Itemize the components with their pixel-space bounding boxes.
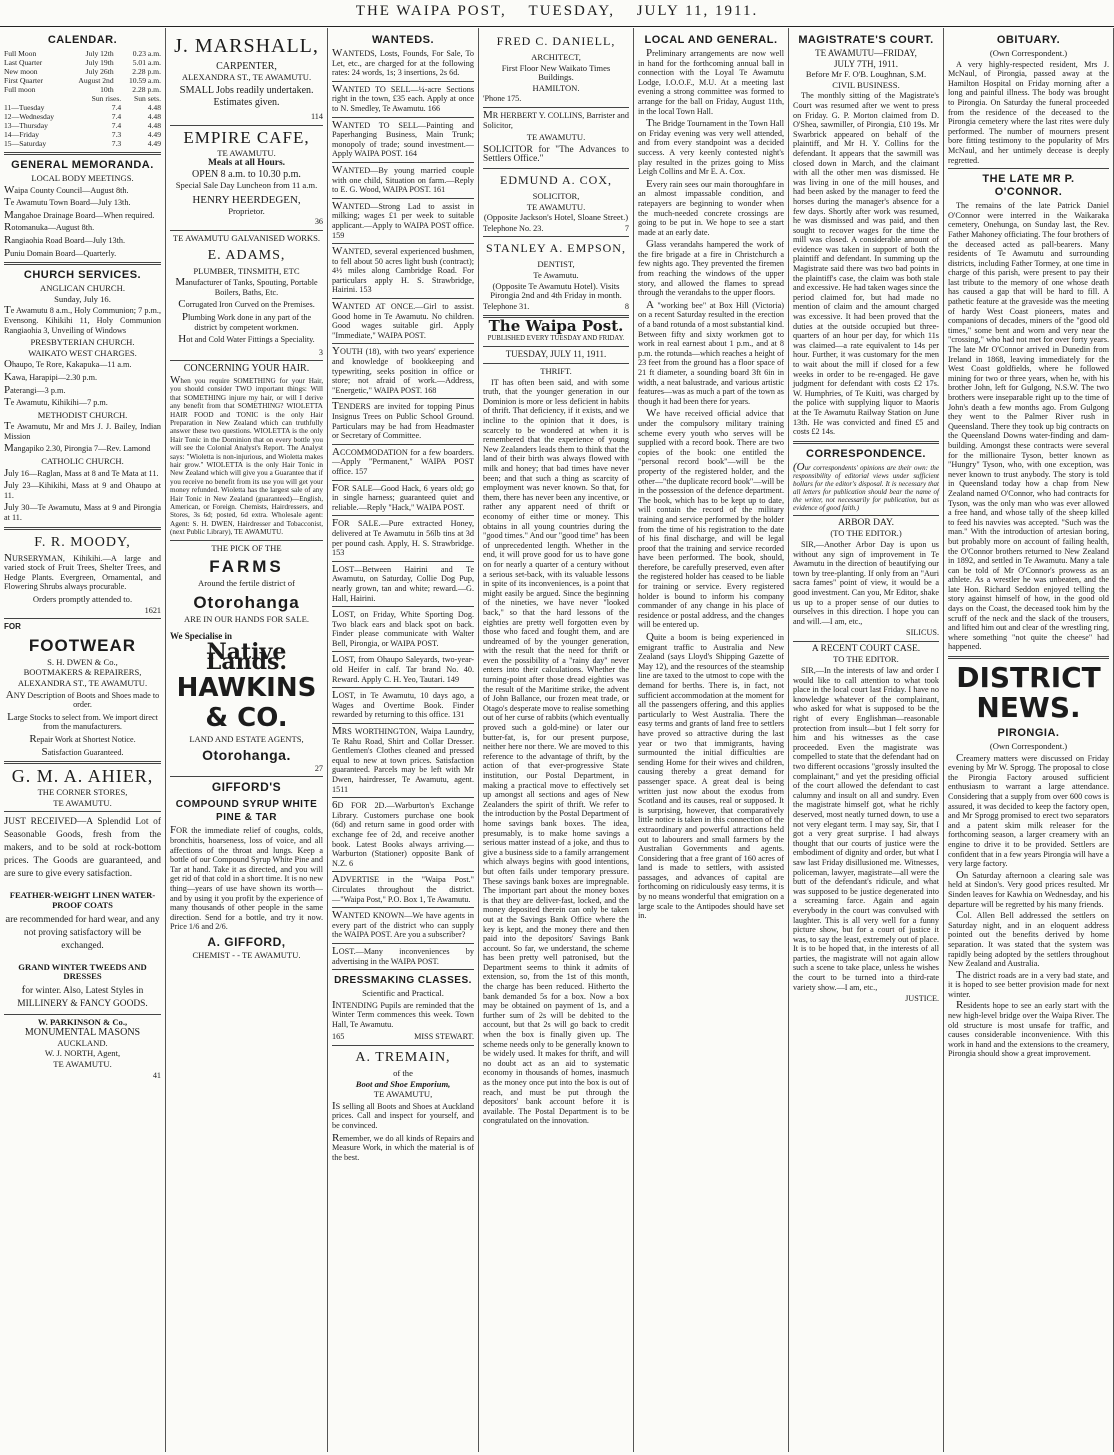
masthead xyxy=(0,0,1114,27)
tremain-town: TE AWAMUTU, xyxy=(373,1089,433,1100)
late-title: THE LATE MR P. O'CONNOR. xyxy=(982,173,1075,199)
dwen-name: S. H. DWEN & Co., xyxy=(47,656,118,667)
pirongia-para: Creamery matters were discussed on Friday evening by Mr W. Sprogg. The proposal to close the Pirongia Factory aroused sufficient enthusiasm to warrant a large attendance. Considering that a supply from over 600 cows is assured, it was decided to keep the factory open, and Mr Sprogg promised to erect two separators and a patent skim milk releaser for the forthcoming season, a larger creamery with an engine to drive it to be provided. Settlers are confident that in a few years Pirongia will have a very large factory. xyxy=(948,751,1109,869)
moon-row-cell: First Quarter xyxy=(4,76,44,85)
moon-row xyxy=(4,76,161,85)
ahier-name: G. M. A. AHIER, xyxy=(11,766,154,787)
wanted-ad: ACCOMMODATION for a few boarders.—Apply "Permanent," WAIPA POST office. 157 xyxy=(332,445,474,476)
wanted-ad: MRS WORTHINGTON, Waipa Laundry, Te Rahu Road, Shirt and Collar Dresser. Gentlemen's Clothes cleaned and pressed equal to new at town prices. Satisfaction guaranteed. Parcels may be left with Mr Dwen, hairdresser, Te Awamutu, agent. 1511 xyxy=(332,725,474,794)
tweeds-text: for winter. Also, Latest Styles in MILLINERY & FANCY GOODS. xyxy=(17,983,148,1009)
sun-row-cell: 14—Friday xyxy=(4,130,40,139)
tremain-foot: Remember, we do all kinds of Repairs and Measure Work, in which the material is of the best. xyxy=(332,1131,474,1162)
sun-row-cell: 13—Thursday xyxy=(4,121,48,130)
court-before: Before Mr F. O'B. Loughnan, S.M. xyxy=(805,69,927,80)
church-line: Kawa, Harapipi—2.30 p.m. xyxy=(4,370,97,383)
cox-num: 7 xyxy=(624,223,629,233)
adams-line: Manufacturer of Tanks, Spouting, Portable Boilers, Baths, Etc. xyxy=(175,276,318,297)
civil-business: CIVIL BUSINESS. xyxy=(832,79,900,90)
sun-head-row xyxy=(4,94,161,103)
sun-row-cell: 4.49 xyxy=(147,139,161,148)
adams-name: E. ADAMS, xyxy=(207,247,286,263)
daniell-trade: ARCHITECT, xyxy=(531,52,581,62)
church-lines xyxy=(4,284,161,522)
pirongia-paras xyxy=(948,751,1110,1059)
dress-sub: Scientific and Practical. xyxy=(362,988,444,999)
cox-addr: (Opposite Jackson's Hotel, Sloane Street.) xyxy=(483,212,629,223)
empire-meals: Meals at all Hours. xyxy=(207,158,286,169)
obit-title: OBITUARY. xyxy=(996,34,1061,46)
empire-num: 36 xyxy=(314,217,323,227)
parkinson-agent-town: TE AWAMUTU. xyxy=(53,1059,112,1070)
moon-row xyxy=(4,58,161,67)
empson-phone: Telephone 31. xyxy=(483,301,530,311)
memo-title: GENERAL MEMORANDA. xyxy=(11,159,154,171)
hair-title: CONCERNING YOUR HAIR. xyxy=(183,363,310,375)
wanted-ad: WANTED, several experienced bushmen, to fell about 50 acres light bush (contract); 4½ miles along Cambridge Road. For particulars apply H. S. Strawbridge, Hairini. 153 xyxy=(332,245,474,295)
sun-row-cell: 7.4 xyxy=(111,103,122,112)
moody-orders: Orders promptly attended to. xyxy=(32,594,133,604)
masthead-date: JULY 11, 1911. xyxy=(636,3,759,19)
moon-row xyxy=(4,67,161,76)
thrift-text: IT has often been said, and with some truth, that the younger generation in our Dominion is more or less deficient in habits of thrift. That deficiency, if it exists, and we incline to the opinion that it does, is scarcely to be wondered at when it is remembered that the experience of young New Zealanders leads them to think that the land of their birth was always flowed with milk and honey; that bad times have never been; and that such a thing as scarcity of employment was never known. So that, for them, there has never been any incentive, or rather any apparent need of thrift or economy of either time or money. This obtains in all young countries during the "good times." And our "good time" has been of unprecedented length. Whether in the end, it will prove good for us to have gone on for nearly a quarter of a century without a serious set-back, with its valuable lessons in spite of its inconveniences, is a point that might easily be argued. Since the beginning of the nineties, we have never "looked back," so that the hard lessons of the eighties are pretty well forgotten even by those who faced and fought them, and are undreamed of by the younger generation, with the result that the need for thrift or even the possibility of a "rainy day" never enters into their calculations. Whether the turning-point after those dread eighties was the result of the Maritime strike, the advent of John Ballance, our frozen meat trade, or Otago's desperate move to realise something out of her curse of rabbits (which eventually proved such a gold-mine) or later our butter-fat, is, for our present purpose, neither here nor there. We are moved to this reference to the advantage of thrift, by the action of that ever-progressive State institution, our Postal Department, in making a practical move to effectively set up amongst all sections and ages of New Zealanders the spirit of thrift. We refer to the introduction by the Postal Department of home savings bank boxes. The idea, presumably, is to make home savings a serious matter instead of a joke, and thus to give a business side to a family arrangement which always begins with good intentions, but often fails under temporary pressure. These savings bank boxes are impregnable. The important part about the money boxes is that they are deliver-fast, locked, and the money deposited therein can only be taken out at the Savings Bank Office where the key is kept, and the money there and then paid into the depositors' Savings Bank account. So far, we understand, the scheme has been pretty well patronised, but the Department seems to think it admits of extension, so, from the 1st of this month, the charge has been reduced. Hitherto the bank demanded 5s for a box. Now a box may be obtained on payment of 1s, and a further sum of 2s will be debited to the account, but that 2s will go back to credit when the box is finally given up. The scheme needs only to be generally known to be widely used. It makes for thrift, and will no doubt act as an aid to systematic economy in thousands of homes, inasmuch as the money once put into the box is out of reach, and must be put through the depositors' bank account before it is available. The Postal Department is to be congratulated on the innovation. xyxy=(483,377,629,1126)
pick: THE PICK OF THE xyxy=(211,542,282,553)
marshall-num: 114 xyxy=(311,112,323,122)
arbor-text: SIR,—Another Arbor Day is upon us without any sign of improvement in Te Awamutu in the direction of beautifying our town by tree-planting. If only from an "Auri sacra fames" point of view, it would be a good investment. Can you, Mr Editor, shake us up to a proper sense of our duties to ourselves in this direction. I hope you can and will.—I am, etc., xyxy=(793,539,939,626)
farms: FARMS xyxy=(209,557,284,577)
moon-row-cell: 10.59 a.m. xyxy=(128,76,161,85)
sun-row xyxy=(4,103,161,112)
coats-text: are recommended for hard wear, and any not proving satisfactory will be exchanged. xyxy=(5,912,160,951)
hands: ARE IN OUR HANDS FOR SALE. xyxy=(183,613,310,624)
church-line: METHODIST CHURCH. xyxy=(37,409,128,420)
local-para: A "working bee" at Box Hill (Victoria) on a recent Saturday resulted in the erection of a band rotunda of a most substantial kind. Between fifty and sixty workmen got to work in real earnest about 1 p.m., and at 8 p.m. the rotunda—which reaches a height of 23 feet from the ground has a floor space of 21 ft diameter, a sounding board 3ft 6in in width, a neat balustrade, and various artistic features—was as much a part of the town as though it had been there for years. xyxy=(638,298,784,406)
pirongia-para: Residents hope to see an early start with the new high-level bridge over the Waipa River. The old structure is most unsafe for traffic, and causes considerable inconvenience. With this work in hand and the extensions to the creamery, Pirongia should show a great improvement. xyxy=(948,999,1109,1059)
wanted-ad: WANTEDS, Losts, Founds, For Sale, To Let, etc., are charged for at the following rates: 24 words, 1s; 3 insertions, 2s 6d. xyxy=(332,47,474,78)
tremain-text: IS selling all Boots and Shoes at Auckland prices. Call and inspect for yourself, and be convinced. xyxy=(332,1099,474,1131)
wanted-ad: LOST, in Te Awamutu, 10 days ago, a Wages and Overtime Book. Finder rewarded by returning to this office. 131 xyxy=(332,689,474,720)
church-line: Paterangi—3 p.m. xyxy=(4,383,66,396)
daniell-town: HAMILTON. xyxy=(532,82,580,93)
church-line: ANGLICAN CHURCH. xyxy=(40,283,125,294)
coats-title: FEATHER-WEIGHT LINEN WATER-PROOF COATS xyxy=(9,890,156,910)
empson-name: STANLEY A. EMPSON, xyxy=(486,241,626,256)
gifford-foot: CHEMIST - - TE AWAMUTU. xyxy=(192,949,301,960)
moon-row-cell: 10th xyxy=(100,85,114,94)
memo-line: Puniu Domain Board—Quarterly. xyxy=(4,246,117,259)
memo-lines xyxy=(4,183,161,259)
adams-lines xyxy=(170,278,323,345)
wanted-ad: WANTED KNOWN—We have agents in every part of the district who can supply the WAIPA POST. Are you a subscriber? xyxy=(332,909,474,940)
local-para: Preliminary arrangements are now well in hand for the forthcoming annual ball in connection with the Loyal Te Awamutu Lodge, I.O.O.F., M.U. At a meeting last evening a strong committee was formed to arrange for the ball on Friday, August 11th, in the local Town Hall. xyxy=(638,47,784,116)
wanted-ad: FOR SALE.—Pure extracted Honey, delivered at Te Awamutu in 56lb tins at 3d per pound cash. Apply, H. S. Strawbridge. 153 xyxy=(332,517,474,558)
wanteds-title: WANTEDS. xyxy=(371,34,435,46)
tremain-of: of the xyxy=(393,1068,413,1079)
dwen-line: Repair Work at Shortest Notice. xyxy=(29,732,136,745)
hawkins-name: HAWKINS & CO. xyxy=(176,673,317,734)
moon-row-cell: Full moon xyxy=(4,85,36,94)
sun-row-cell: 12—Wednesday xyxy=(4,112,55,121)
wanted-ad: WANTED TO SELL—Painting and Paperhanging Business, Main Trunk; monopoly of trade; sound investment.—Apply WAIPA POST. 164 xyxy=(332,118,474,159)
column-4 xyxy=(479,28,634,1452)
empire-lunch: Special Sale Day Luncheon from 11 a.m. xyxy=(175,179,318,190)
parkinson-trade: MONUMENTAL MASONS xyxy=(24,1027,141,1039)
adams-trade: PLUMBER, TINSMITH, ETC xyxy=(193,265,300,276)
moon-row-cell: New moon xyxy=(4,67,38,76)
case-title: A RECENT COURT CASE. xyxy=(811,643,921,654)
arbor-to: (TO THE EDITOR.) xyxy=(830,528,902,539)
wanted-ad: WANTED—Strong Lad to assist in milking; wages £1 per week to suitable applicant.—Apply to WAIPA POST office. 159 xyxy=(332,199,474,240)
court-place: TE AWAMUTU—FRIDAY, xyxy=(815,48,917,58)
church-line: Te Awamutu, Mr and Mrs J. J. Bailey, Indian Mission xyxy=(4,420,161,441)
local-para: Glass verandahs hampered the work of the fire brigade at a fire in Christchurch a few nights ago. They prevented the firemen from reaching the windows of the upper story, and allowed the flames to spread through the verandahs to the upper floors. xyxy=(638,238,784,298)
empson-town: Te Awamutu. xyxy=(533,269,579,280)
church-line: CATHOLIC CHURCH. xyxy=(41,456,124,467)
local-para: Quite a boom is being experienced in emigrant traffic to Australia and New Zealand (says Lloyd's Shipping Gazette of May 12), and the resources of the steamship line are taxed to the utmost to cope with the demand for berths. There is, in fact, not sufficient accommodation at the moment for all the passengers offering, and this applies particularly to West Australia. There the easy terms and grants of land free to settlers have proved so attractive during the last year or two that immigrants, having surmounted the initial difficulties are sending Home for their wives and children, causing thereby a great demand for passenger space. A great deal is being written just now about the exodus from Scotland and its causes, real or supposed. It is surprising, however, that comparatively little notice is taken in this connection of the extraordinary and powerful attractions held out to labourers and small farmers by the Australian Governments and agents. Considering that a free grant of 160 acres of land is made to settlers, with assisted passages, and advances of capital are forthcoming on ridiculously easy terms, it is by no means wonderful that emigration on a large scale to the Antipodes should have set in. xyxy=(638,631,784,921)
moody-name: F. R. MOODY, xyxy=(34,534,131,550)
empson-num: 8 xyxy=(624,301,629,311)
sun-row-cell: 7.4 xyxy=(111,121,122,130)
memo-line: Rangiaohia Road Board—July 13th. xyxy=(4,233,126,246)
collins-sol: SOLICITOR for "The Advances to Settlers Office." xyxy=(483,142,629,165)
column-7 xyxy=(944,28,1114,1452)
sun-row xyxy=(4,112,161,121)
wanted-ad: ADVERTISE in the "Waipa Post." Circulates throughout the district.—"Waipa Post," P.O. Box 1, Te Awamutu. xyxy=(332,873,474,904)
church-title: CHURCH SERVICES. xyxy=(23,269,142,282)
cox-phone: Telephone No. 23. xyxy=(483,223,544,233)
ahier-town: TE AWAMUTU. xyxy=(53,797,112,808)
pirongia-para: On Saturday afternoon a clearing sale was held at Sindon's. Very good prices resulted. Mr Sinden leaves for Kawhia on Wednesday, and his departure will be regretted by his many friends. xyxy=(948,868,1110,909)
sun-row xyxy=(4,121,161,130)
column-5 xyxy=(634,28,789,1452)
adams-line: Corrugated Iron Curved on the Premises. xyxy=(178,298,315,311)
moon-row-cell: July 19th xyxy=(85,58,114,67)
dress-num: 165 xyxy=(332,1032,345,1042)
around: Around the fertile district of xyxy=(198,578,295,589)
hawkins-num: 27 xyxy=(314,763,323,773)
sun-row-cell: 4.49 xyxy=(147,130,161,139)
adams-line: Hot and Cold Water Fittings a Speciality. xyxy=(178,333,315,346)
calendar-title: CALENDAR. xyxy=(47,34,118,46)
tremain-shop: Boot and Shoe Emporium, xyxy=(355,1078,451,1089)
masthead-day: TUESDAY, xyxy=(528,3,615,19)
pirongia-para: Col. Allen Bell addressed the settlers on Saturday night, and in an eloquent address pointed out the benefits derived by home separation. It was stated that the system was rapidly being adopted by the settlers throughout New Zealand and Australia. xyxy=(948,909,1109,969)
specialise: We Specialise in xyxy=(170,631,233,642)
wanted-ad: LOST—Between Hairini and Te Awamutu, on Saturday, Collie Dog Pup, nearly grown, tan and white; reward.—G. Hall, Hairini. xyxy=(332,562,474,603)
case-text: SIR,—In the interests of law and order I would like to call attention to what took place in the local court last Friday. I have no knowledge whatever of the complainant, who asked for what is supposed to be the right of every Englishman—reasonable protection from insult—but I felt sorry for him and his witnesses as the case proceeded. Even the magistrate was compelled to state that the defendant had on two different occasions "grossly insulted the complainant," and yet the presiding official of the court allowed the defendant to cast calumny and insult on all and sundry. Even the magistrate himself got, what he richly deserved, most neatly turned down, to use a not very elegant term. I may say, Sir, that I got a very great surprise. I had always thought that our courts of justice were the embodiment of dignity and order, but what I saw last Friday disillusioned me. Witnesses, policeman, lawyer, magistrate—all were the butt of the defendant's ridicule, and what was supposed to be justice degenerated into a screaming farce. Again and again everybody in the court was convulsed with laughter. This is all very well for a funny picture show, but for a court of justice it was, to say the least, extremely out of place. It is to be hoped that, in the interests of all parties, the magistrate will not again allow such a scene to take place, unless he wishes the court to be turned into a third-rate variety show.—I am, etc., xyxy=(793,666,939,992)
wanted-ad: 6D FOR 2D.—Warburton's Exchange Library. Customers purchase one book (6d) and return same in good order with exchange fee of 2d, and receive another book. Latest Books always arriving.—Warburton (Stationer) opposite Bank of N.Z. 6 xyxy=(332,799,474,868)
column-3 xyxy=(328,28,479,1452)
moon-table xyxy=(4,49,161,94)
wanted-ad: FOR SALE—Good Hack, 6 years old; go in single harness; guaranteed quiet and reliable.—Reply "Hack," WAIPA POST. xyxy=(332,481,474,512)
arbor-sig: SILICUS. xyxy=(906,628,939,638)
daniell-addr: First Floor New Waikato Times Buildings. xyxy=(501,62,611,83)
dwen-line: Satisfaction Guaranteed. xyxy=(41,745,124,758)
sun-row-cell: 4.48 xyxy=(147,112,161,121)
moon-row-cell: 2.28 p.m. xyxy=(132,67,161,76)
church-line: July 16—Raglan, Mass at 8 and Te Mata at 11. xyxy=(4,466,159,479)
wanted-ad: WANTED TO SELL—¼-acre Sections right in the town, £35 each. Apply at once to N. Smedley, Te Awamutu. 166 xyxy=(332,82,474,113)
column-6 xyxy=(789,28,944,1452)
adams-line: Plumbing Work done in any part of the district by competent workmen. xyxy=(181,310,312,332)
marshall-name: J. MARSHALL, xyxy=(174,35,319,57)
adams-num: 3 xyxy=(318,347,323,357)
empire-open: OPEN 8 a.m. to 10.30 p.m. xyxy=(192,168,301,180)
memo-line: Mangahoe Drainage Board—When required. xyxy=(4,208,155,221)
issue-date: TUESDAY, JULY 11, 1911. xyxy=(505,349,607,360)
sun-row-cell: 15—Saturday xyxy=(4,139,47,148)
church-line: Te Awamutu, Kihikihi—7 p.m. xyxy=(4,396,108,409)
memo-sub: LOCAL BODY MEETINGS. xyxy=(31,173,134,183)
parkinson-name: W. PARKINSON & Co., xyxy=(37,1016,128,1027)
wanted-ad: TENDERS are invited for topping Pinus Insignus Trees on Public School Ground. Particulars may be had from Headmaster or Secretary of Committee. xyxy=(332,400,474,441)
tweeds-title: GRAND WINTER TWEEDS AND DRESSES xyxy=(18,961,147,982)
native-lands: Native Lands. xyxy=(205,638,288,675)
moon-row-cell: Last Quarter xyxy=(4,58,43,67)
dwen-trade: BOOTMAKERS & REPAIRERS, xyxy=(23,667,142,678)
sun-head-cell: Sun rises. xyxy=(91,94,122,103)
tremain-name: A. TREMAIN, xyxy=(355,1050,451,1066)
moon-row-cell: July 26th xyxy=(85,67,114,76)
church-line: Sunday, July 16. xyxy=(54,293,111,304)
moody-num: 1621 xyxy=(144,605,161,615)
church-line: Ohaupo, Te Rore, Kakapuka—11 a.m. xyxy=(4,358,132,371)
giffords-sub: COMPOUND SYRUP WHITE PINE & TAR xyxy=(175,799,318,824)
dress-title: DRESSMAKING CLASSES. xyxy=(334,975,472,987)
arbor-title: ARBOR DAY. xyxy=(838,517,894,528)
local-paras xyxy=(638,49,784,921)
hair-text: When you require SOMETHING for your Hair, you should consider TWO important things: Will that SOMETHING injure my hair, or will I derive any benefit from that SOMETHING? WIOLETTA HAIR FOOD and TONIC is the only Hair Preparation in New Zealand which can truthfully answer these two questions. WIOLETTA is the only Hair Tonic in the Dominion that on every bottle you will see the Colonial Analyst's Report. The Analyst says: "Wioletta is non-injurious, and Wioletta makes hair grow." WIOLETTA is the only Hair Tonic in New Zealand which will give you a Guarantee that if you receive no benefit from its use you will get your money refunded. Wioletta has the largest sale of any Hair Tonic in New Zealand (guaranteed)—English, American, or Foreign. Chemists, Hairdressers, and Stores, 3s 6d; posted, 6d extra. Wholesale agent: Agent: S. H. DWEN, Hairdresser and Tobacconist, (next Public Library), TE AWAMUTU. xyxy=(170,373,323,537)
cox-town: TE AWAMUTU. xyxy=(526,201,586,212)
sun-row xyxy=(4,139,161,148)
memo-line: Rotomanuka—August 8th. xyxy=(4,221,95,234)
sun-row-cell: 4.48 xyxy=(147,121,161,130)
dress-text: INTENDING Pupils are reminded that the Winter Term commences this week. Town Hall, Te Awamutu. xyxy=(332,998,474,1029)
church-line: Mangapiko 2.30, Pirongia 7—Rev. Lamond xyxy=(4,442,151,455)
sun-row-cell: 7.3 xyxy=(111,139,122,148)
sun-row-cell: 4.48 xyxy=(147,103,161,112)
church-line: July 30—Te Awamutu, Mass at 9 and Pirongia at 11. xyxy=(4,501,161,523)
empson-addr: (Opposite Te Awamutu Hotel). Visits Pirongia 2nd and 4th Friday in month. xyxy=(490,280,622,301)
own-correspondent-2: (Own Correspondent.) xyxy=(989,741,1068,752)
sun-table xyxy=(4,94,161,148)
empire-town: TE AWAMUTU. xyxy=(217,147,276,158)
memo-line: Waipa County Council—August 8th. xyxy=(4,183,129,196)
sun-row-cell: 11—Tuesday xyxy=(4,103,45,112)
sun-head-cell: Sun sets. xyxy=(133,94,161,103)
ahier-text: JUST RECEIVED—A Splendid Lot of Seasonable Goods, fresh from the makers, and to be sold at rock-bottom prices. The Goods are guaranteed, and are sure to give every satisfaction. xyxy=(4,815,161,880)
sun-row xyxy=(4,130,161,139)
court-date: JULY 7TH, 1911. xyxy=(834,58,898,69)
empire-prop: HENRY HEERDEGEN, xyxy=(192,194,301,207)
memo-line: Te Awamutu Town Board—July 13th. xyxy=(4,196,131,209)
column-2 xyxy=(166,28,328,1452)
pirongia-para: The district roads are in a very bad state, and it is hoped to see better provision made for next winter. xyxy=(948,968,1109,999)
corr-title: CORRESPONDENCE. xyxy=(806,447,926,460)
court-text: The monthly sitting of the Magistrate's Court was resumed after we went to press on Friday. G. P. Morton claimed from D. O'Shea, sawmiller, of Pirongia, £10 19s. Mr Swarbrick appeared on behalf of the plaintiff, and Mr H. Y. Collins for the defendant. It appears that the sawmill was closed down in March, and the claimant with all the other men was dismissed. He was living in one of the mill houses, and had been asked by the manager to feed the horses during the manager's absence for a few days. Shortly after work was resumed, he was dismissed and was paid, and then sought to recover wages for the time the mill was closed. A considerable amount of evidence was taken in support of both the plaintiff and defendant. In summing up the Magistrate said there was two bad points in the plaintiff's case, the claim was both stale and excessive. He had taken wages since the period claimed for, but had made no mention of claim and the amount charged was excessive. It had been proved that the duties at the outside occupied but three-quarters of an hour per day, for which 11s was claimed—a rate equivalent to 14s per hour. Further, it was customary for the men to wait about the mill if closed for a few weeks in order to be re-engaged. He gave judgment for defendant with costs £2 17s. W. Humphries, of Te Kuiti, was charged by the police with supplying liquor to Maoris at the Te Awamutu Railway Station on June 13th. He was convicted and fined £5 and costs £2 14s. xyxy=(793,91,939,437)
church-line: Te Awamutu 8 a.m., Holy Communion; 7 p.m., Evensong. Kihikihi 11, Holy Communion Rangiaohia 3, Unveiling of Windows xyxy=(4,304,161,335)
collins-town: TE AWAMUTU. xyxy=(526,132,586,143)
cox-name: EDMUND A. COX, xyxy=(499,172,612,187)
pirongia-title: PIRONGIA. xyxy=(997,727,1060,740)
daniell-phone: 'Phone 175. xyxy=(483,94,522,104)
corr-note: (Our correspondents' opinions are their own: the responsibility of editorial views under sufficient bollars for the editor's disposal. It is necessary that all letters for publication should bear the name of the writer, not necessarily for publication, but as evidence of good faith.) xyxy=(793,460,939,512)
empson-trade: DENTIST, xyxy=(537,259,575,270)
paper-name: THE WAIPA POST, xyxy=(355,3,507,19)
galv-title: TE AWAMUTU GALVANISED WORKS. xyxy=(172,232,321,243)
wanted-ads xyxy=(332,49,474,970)
empire-prop-title: Proprietor. xyxy=(228,205,265,216)
moon-row xyxy=(4,49,161,58)
moon-row-cell: 0.23 a.m. xyxy=(132,49,161,58)
wanted-ad: LOST, on Friday, White Sporting Dog. Two black ears and black spot on back. Finder please communicate with Walter Bell, Pirongia, or WAIPA POST. xyxy=(332,608,474,648)
footwear-title: FOOTWEAR xyxy=(28,635,137,655)
cox-trade: SOLICITOR, xyxy=(532,190,580,201)
case-sig: JUSTICE. xyxy=(905,994,939,1004)
sun-row-cell: 7.3 xyxy=(111,130,122,139)
thrift-title: THRIFT. xyxy=(540,366,572,377)
giffords-title: GIFFORD'S xyxy=(211,780,282,795)
column-1 xyxy=(0,28,166,1452)
sun-head-cell xyxy=(4,94,78,103)
moon-row-cell: July 12th xyxy=(85,49,114,58)
land-agents: LAND AND ESTATE AGENTS, xyxy=(189,734,304,745)
footwear-for: FOR xyxy=(4,622,21,632)
church-line: July 23—Kihikihi, Mass at 9 and Ohaupo at 11. xyxy=(4,479,161,500)
moon-row-cell: August 2nd xyxy=(78,76,114,85)
wanted-ad: WANTED AT ONCE.—Girl to assist. Good home in Te Awamutu. No children. Good wages suitable girl. Apply "Immediate," WAIPA POST. xyxy=(332,300,474,340)
sun-row-cell: 7.4 xyxy=(111,112,122,121)
dwen-addr: ALEXANDRA ST., TE AWAMUTU. xyxy=(17,677,148,688)
district-title: DISTRICT NEWS. xyxy=(956,661,1101,725)
moon-row-cell: Full Moon xyxy=(4,49,37,58)
marshall-addr: ALEXANDRA ST., TE AWAMUTU. xyxy=(181,71,312,82)
daniell-name: FRED C. DANIELL, xyxy=(496,34,616,48)
church-line: WAIKATO WEST CHARGES. xyxy=(28,347,137,358)
paper-title: The Waipa Post. xyxy=(488,317,624,336)
court-title: MAGISTRATE'S COURT. xyxy=(798,34,934,46)
obit-text: A very highly-respected resident, Mrs J. McNaul, of Pirongia, passed away at the Hamilton Hospital on Friday morning after a long and painful illness. The body was brought to Pirongia. On Saturday the funeral proceeded from the residence of the deceased to the Pirongia cemetery where the last rites were duly performed. The number of mourners present bore fitting testimony to the popularity of Mrs McNaul, and her untimely decease is deeply regretted. xyxy=(948,59,1109,165)
moon-row-cell: 2.28 p.m. xyxy=(132,85,161,94)
local-para: The Bridge Tournament in the Town Hall on Friday evening was very well attended, and from every standpoint was a decided success. A very keenly contested night's play resulted in the prizes going to Miss Leigh Collins and Mr E. A. Cox. xyxy=(638,117,784,177)
own-correspondent: (Own Correspondent.) xyxy=(989,48,1068,58)
otorohanga-1: Otorohanga xyxy=(193,592,300,612)
parkinson-agent: W. J. NORTH, Agent, xyxy=(44,1048,121,1059)
parkinson-num: 41 xyxy=(152,1070,161,1080)
wanted-ad: WANTED—By young married couple with one child, Situation on farm.—Reply to E. G. Wood, WAIPA POST. 161 xyxy=(332,163,474,195)
wanted-ad: LOST.—Many inconveniences by advertising in the WAIPA POST. xyxy=(332,944,474,966)
moody-text: NURSERYMAN, Kihikihi.—A large and varied stock of Fruit Trees, Shelter Trees, and Hedge Plants. Evergreen, Ornamental, and Flowering Shrubs always procurable. xyxy=(4,551,161,592)
moon-row xyxy=(4,85,161,94)
local-title: LOCAL AND GENERAL. xyxy=(644,34,778,46)
collins-text: MR HERBERT Y. COLLINS, Barrister and Solicitor, xyxy=(483,108,629,130)
wanted-ad: YOUTH (18), with two years' experience and knowledge of bookkeeping and typewriting, seeks position in office or store; not afraid of work.—Address, "Energetic," WAIPA POST. 168 xyxy=(332,345,474,395)
otorohanga-2: Otorohanga. xyxy=(202,746,291,763)
dress-sig: MISS STEWART. xyxy=(414,1032,474,1042)
local-para: Every rain sees our main thoroughfare in an almost impassable condition, and ratepayers are beginning to wonder when the much-needed concrete crossings are going to be put in. We hope to see a start made at an early date. xyxy=(638,177,784,237)
wanted-ad: LOST, from Ohaupo Saleyards, two-year-old Heifer in calf. Tar brand No. 40. Reward. Apply C. H. Yeo, Tautari. 149 xyxy=(332,653,474,684)
ahier-sub: THE CORNER STORES, xyxy=(37,787,128,798)
dwen-line: ANY Description of Boots and Shoes made to order. xyxy=(5,688,160,710)
late-text: The remains of the late Patrick Daniel O'Connor were interred in the Waikaraka cemetery, Onehunga, on Sunday last, the Rev. Father Mahoney officiating. The four brothers of the deceased acted as pall-bearers. Many residents of Te Awamutu and surrounding districts, including Father Tormey, at one time in charge of this parish, were present to pay their last tribute to the memory of one whose death has caused a gap that will be hard to fill. A pathetic feature at the graveside was the meeting of hardy West Coast pioneers, mates and companions of decades, miners of the "good old times," some bent and worn and very near the "crossing," who had not met for over forty years. The late Mr O'Connor arrived in Dunedin from Ireland in 1868, leaving immediately for the West Coast goldfields, where he followed mining for two or three years, when he, with his brother John, left for Gulgong, N.S.W. The two brothers were inseparable right up to the time of John's death a few months ago. From Gulgong they went to the Palmer River rush in Queensland. There they took up big contracts on the Queensland Downs water-finding and dam-building. Amongst these contracts were several for the millionaire Tyson, better known as "Hungry" Tyson, who, with one exception, was never known to trust anybody. The story is told in Queensland today how a chap from New Zealand named O'Connor, who had contracts for Tyson, was the only man who was ever allowed a free hand, and whose tally of the sheep killed to feed his navvies was accepted. "Such was the man." With the introduction of artesian boring, but probably more on account of failing health, the O'Connor brothers returned to New Zealand in 1892, and settled in Te Awamutu. Many a tale can be told of Mr O'Connor's prowess as an athlete. As a wrestler he was unbeaten, and the late Hon. Richard Seddon enjoyed telling the story against himself of how, in the good old days on the Coast, the deceased took him by the scruff of the neck and the slack of the trousers, and lifted him out and clear of the wrestling ring, where something "not quite the cheese" had happened. xyxy=(948,201,1109,652)
giffords-text: FOR the immediate relief of coughs, colds, bronchitis, hoarseness, loss of voice, and all affections of the throat and lungs. Keep a bottle of our Compound Syrup White Pine and Tar at hand. Take it as directed, and you will get rid of that cold in a short time. It is no new thing—years of use have shown its worth—and by using it you profit by the experience of many thousands of other people in the same direction. Send for a bottle, and try it now. Price 1/6 and 2/6. xyxy=(170,824,323,932)
gifford-name: A. GIFFORD, xyxy=(207,934,286,949)
local-para: We have received official advice that under the compulsory military training scheme every youth who serves will be supplied with a record book. There are two copies of the book: one entitled the "personal record book"—will be the property of the registered holder, and the other—"the duplicate record book"—will be in the possession of the defence department. The book, which has to be kept up to date, will contain the record of the military training and service performed by the holder from the time of his registration to the date of his final discharge, and will be legal proof that the training and service recorded have been performed. The book, should, therefore, be carefully preserved, even after the registered holder has ceased to be liable for training or service. Every registered holder is bound to inform his company commander of any change in his place of residence or postal address, and the changes will be entered up. xyxy=(638,407,784,630)
empire-name: EMPIRE CAFE, xyxy=(183,127,310,147)
dwen-line: Large Stocks to select from. We import direct from the manufacturers. xyxy=(7,710,158,732)
case-to: TO THE EDITOR. xyxy=(833,654,899,665)
moon-row-cell: 5.01 a.m. xyxy=(132,58,161,67)
marshall-text: SMALL Jobs readily undertaken. Estimates given. xyxy=(179,84,314,109)
dwen-lines xyxy=(4,688,161,758)
parkinson-town: AUCKLAND. xyxy=(57,1037,108,1048)
published: PUBLISHED EVERY TUESDAY AND FRIDAY. xyxy=(487,334,625,342)
marshall-trade: CARPENTER, xyxy=(216,61,277,72)
church-line: PRESBYTERIAN CHURCH. xyxy=(30,337,135,348)
